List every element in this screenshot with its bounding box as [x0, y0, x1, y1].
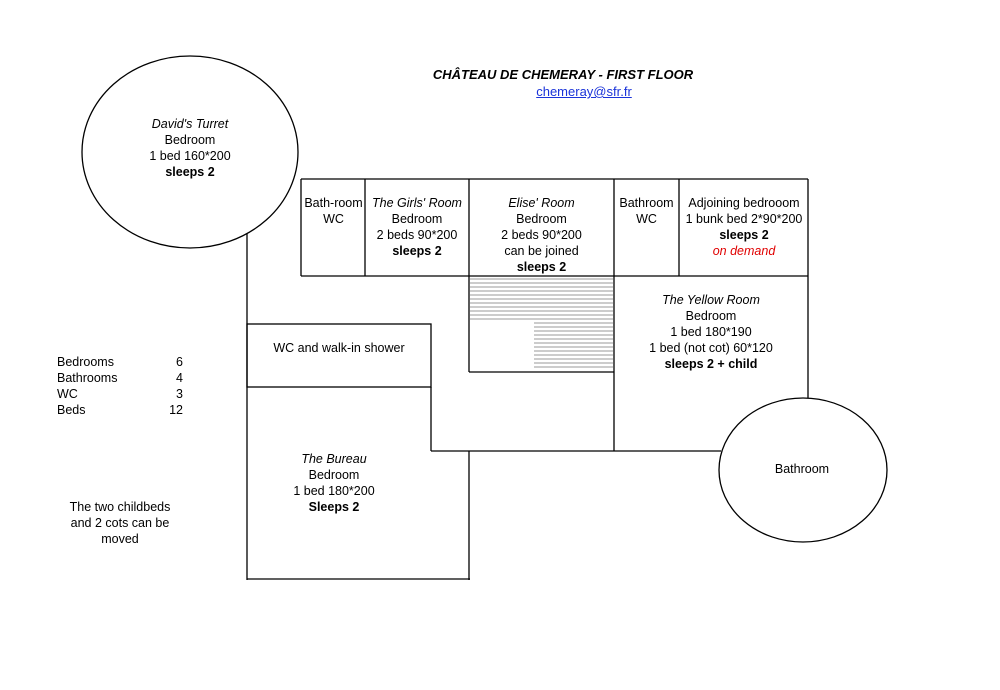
room-name: Elise' Room — [508, 196, 575, 210]
room-beds: 1 bed 180*190 — [670, 325, 752, 339]
room-name: Bathroom — [774, 462, 830, 476]
childbeds-note — [60, 499, 180, 547]
stats-row — [57, 354, 183, 370]
room-name: WC and walk-in shower — [273, 341, 405, 355]
stats-table — [57, 354, 183, 418]
room-sleeps: Sleeps 2 — [308, 500, 360, 514]
room-yellow-room — [614, 292, 808, 372]
room-line1: Bathroom — [619, 196, 674, 210]
note-line: moved — [101, 532, 139, 546]
room-davids-turret — [110, 116, 270, 180]
stats-value: 6 — [176, 355, 183, 369]
room-wc-shower — [247, 340, 431, 356]
room-name: The Bureau — [301, 452, 367, 466]
note-line: and 2 cots can be — [70, 516, 170, 530]
stats-value: 3 — [176, 387, 183, 401]
room-beds: 2 beds 90*200 — [501, 228, 582, 242]
room-bathroom-wc-right — [614, 195, 679, 227]
stats-label: Beds — [57, 403, 86, 417]
room-type: Bedroom — [516, 212, 567, 226]
room-line2: WC — [323, 212, 344, 226]
room-line2: WC — [636, 212, 657, 226]
room-type: Bedroom — [164, 133, 216, 147]
stats-row — [57, 386, 183, 402]
stats-label: Bathrooms — [57, 371, 118, 385]
room-bureau — [247, 451, 421, 515]
staircase — [470, 279, 613, 367]
room-type: Bedroom — [685, 309, 737, 323]
room-extra: can be joined — [504, 244, 579, 258]
room-adjoining-bedroom — [679, 195, 809, 259]
room-beds: 1 bed 180*200 — [293, 484, 375, 498]
stats-label: WC — [57, 387, 78, 401]
email-link[interactable]: chemeray@sfr.fr — [536, 84, 632, 99]
stats-row — [57, 402, 183, 418]
room-beds: 2 beds 90*200 — [376, 228, 458, 242]
room-sleeps: sleeps 2 — [516, 260, 567, 274]
room-name: The Girls' Room — [372, 196, 462, 210]
room-beds-extra: 1 bed (not cot) 60*120 — [649, 341, 773, 355]
room-sleeps: sleeps 2 — [719, 228, 769, 242]
room-beds: 1 bunk bed 2*90*200 — [685, 212, 803, 226]
room-note: on demand — [712, 244, 776, 258]
room-name: The Yellow Room — [662, 293, 760, 307]
room-name: Adjoining bedrooom — [688, 196, 800, 210]
room-round-bathroom — [740, 461, 864, 477]
stats-value: 4 — [176, 371, 183, 385]
room-girls-room — [365, 195, 469, 259]
plan-title: CHÂTEAU DE CHEMERAY - FIRST FLOOR — [432, 67, 694, 82]
room-type: Bedroom — [391, 212, 443, 226]
room-sleeps: sleeps 2 + child — [664, 357, 758, 371]
room-beds: 1 bed 160*200 — [149, 149, 231, 163]
stats-label: Bedrooms — [57, 355, 114, 369]
room-type: Bedroom — [308, 468, 360, 482]
room-line1: Bath-room — [304, 196, 363, 210]
stats-value: 12 — [169, 403, 183, 417]
room-bathroom-wc-left — [301, 195, 366, 227]
room-name: David's Turret — [151, 117, 229, 131]
room-sleeps: sleeps 2 — [392, 244, 442, 258]
room-elise-room — [469, 195, 614, 275]
note-line: The two childbeds — [69, 500, 171, 514]
room-sleeps: sleeps 2 — [165, 165, 215, 179]
stats-row — [57, 370, 183, 386]
